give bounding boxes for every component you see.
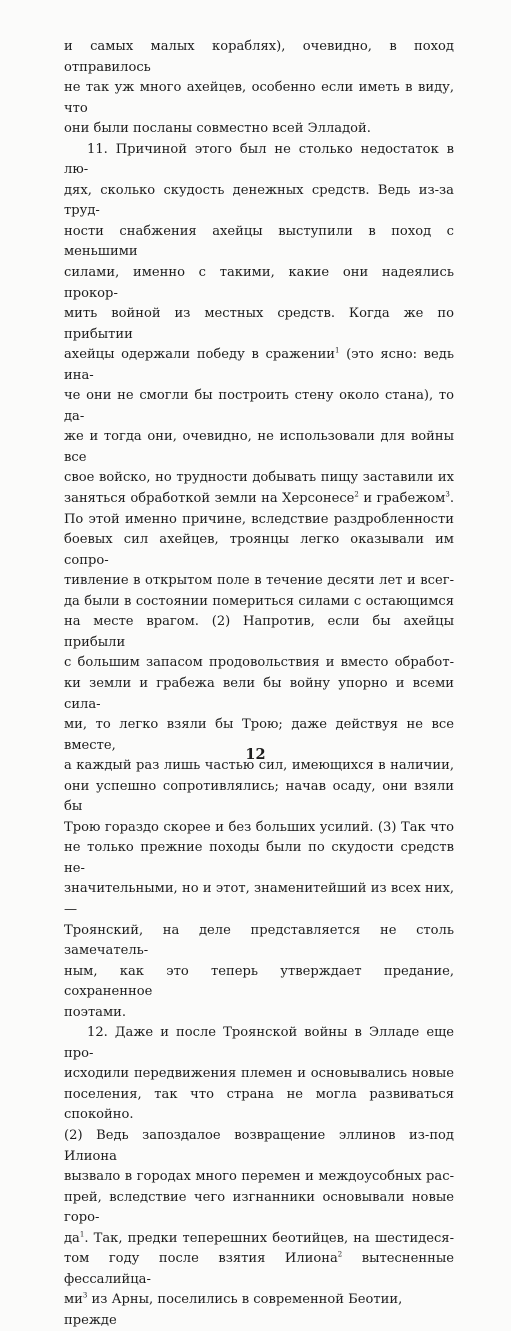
- text-line: [64, 921, 454, 962]
- text-line: [64, 1064, 454, 1085]
- text-line: [64, 140, 454, 181]
- text-run: на месте врагом. (2) Напротив, если бы ахейцы прибыли: [64, 614, 454, 650]
- text-run: с большим запасом продовольствия и вместо обработ-: [64, 655, 454, 671]
- text-run: ахейцы одержали победу в сражении: [64, 347, 336, 363]
- text-run: Троянский, на деле представляется не столь замечатель-: [64, 922, 454, 959]
- text-line: [64, 777, 454, 818]
- text-line: [64, 612, 454, 653]
- text-run: ки земли и грабежа вели бы войну упорно и всеми сила-: [64, 675, 454, 712]
- text-run: поселения, так что страна не могла развиваться спокойно.: [64, 1086, 454, 1123]
- text-run: По этой именно причине, вследствие раздробленности: [64, 511, 454, 527]
- paragraph: [64, 37, 454, 140]
- text-line: [64, 879, 454, 920]
- footnote-marker[interactable]: 2: [337, 1250, 343, 1259]
- text-run: мить войной из местных средств. Когда же по прибытии: [64, 306, 454, 342]
- text-line: [64, 510, 454, 531]
- text-line: [64, 181, 454, 222]
- text-run: и грабежом: [358, 491, 446, 507]
- text-run: значительными, но и этот, знаменитейший из всех них, —: [64, 881, 454, 917]
- text-line: [64, 1188, 454, 1229]
- text-line: [64, 1003, 454, 1024]
- text-run: прей, вследствие чего изгнанники основывали новые горо-: [64, 1189, 454, 1226]
- text-run: 12. Даже и после Троянской войны в Элладе еще про-: [64, 1025, 454, 1061]
- footnote-marker[interactable]: 1: [335, 346, 340, 355]
- text-run: не так уж много ахейцев, особенно если иметь в виду, что: [64, 80, 454, 116]
- text-run: силами, именно с такими, какие они надеялись прокор-: [64, 265, 454, 301]
- text-run: не только прежние походы были по скудости средств не-: [64, 840, 454, 876]
- text-run: свое войско, но трудности добывать пищу заставили их: [64, 470, 454, 486]
- footnote-marker[interactable]: 2: [354, 490, 359, 499]
- text-line: [64, 674, 454, 715]
- text-line: [64, 1290, 454, 1331]
- page-number: 12: [245, 746, 266, 763]
- text-run: они были посланы совместно всей Элладой.: [64, 121, 371, 137]
- text-run: да были в состоянии помериться силами с остающимся: [64, 593, 454, 609]
- text-run: (это ясно: ведь ина-: [64, 347, 454, 383]
- paragraph: [64, 1023, 454, 1331]
- text-line: [64, 653, 454, 674]
- text-run: боевых сил ахейцев, троянцы легко оказывали им сопро-: [64, 532, 454, 568]
- text-run: же и тогда они, очевидно, не использовали для войны все: [64, 429, 454, 465]
- text-line: [64, 1023, 454, 1064]
- text-run: че они не смогли бы построить стену около стана), то да-: [64, 388, 454, 424]
- text-line: [64, 1126, 454, 1167]
- text-line: [64, 1085, 454, 1126]
- footnote-marker[interactable]: 3: [445, 490, 450, 499]
- text-line: [64, 592, 454, 613]
- text-line: [64, 222, 454, 263]
- footnote-marker[interactable]: 1: [79, 1230, 85, 1239]
- text-line: [64, 427, 454, 468]
- text-run: вызвало в городах много перемен и междоусобных рас-: [64, 1169, 454, 1185]
- text-line: [64, 386, 454, 427]
- text-run: а каждый раз лишь частью сил, имеющихся в наличии,: [64, 758, 454, 774]
- text-run: ми, то легко взяли бы Трою; даже действуя не все вместе,: [64, 717, 454, 753]
- text-run: ным, как это теперь утверждает предание, сохраненное: [64, 963, 454, 1000]
- text-run: том году после взятия Илиона: [64, 1251, 338, 1267]
- text-line: [64, 1229, 454, 1250]
- text-run: 11. Причиной этого был не столько недостаток в лю-: [64, 141, 454, 178]
- text-line: [64, 1249, 454, 1290]
- text-run: из Арны, поселились в современной Беотии, прежде: [64, 1292, 403, 1328]
- text-line: [64, 345, 454, 386]
- text-line: [64, 37, 454, 78]
- text-line: [64, 818, 454, 839]
- text-run: Трою гораздо скорее и без больших усилий. (3) Так что: [64, 819, 454, 835]
- text-line: [64, 530, 454, 571]
- text-line: [64, 263, 454, 304]
- text-run: тивление в открытом поле в течение десяти лет и всег-: [64, 573, 454, 589]
- text-line: [64, 119, 454, 140]
- text-line: [64, 78, 454, 119]
- text-run: исходили передвижения племен и основывались новые: [64, 1066, 454, 1082]
- text-run: .: [449, 491, 454, 507]
- text-run: вытесненные фессалийца-: [64, 1251, 454, 1287]
- text-line: [64, 489, 454, 510]
- text-run: и самых малых кораблях), очевидно, в поход отправилось: [64, 39, 454, 75]
- text-line: [64, 468, 454, 489]
- text-run: ми: [64, 1292, 83, 1308]
- text-line: [64, 571, 454, 592]
- text-line: [64, 304, 454, 345]
- text-line: [64, 838, 454, 879]
- body-text: [64, 37, 454, 1331]
- paragraph: [64, 140, 454, 1024]
- text-run: поэтами.: [64, 1004, 127, 1020]
- footnote-marker[interactable]: 3: [82, 1292, 88, 1300]
- text-run: (2) Ведь запоздалое возвращение эллинов из-под Илиона: [64, 1127, 454, 1164]
- text-run: ности снабжения ахейцы выступили в поход с меньшими: [64, 223, 454, 260]
- text-run: дях, сколько скудость денежных средств. Ведь из-за труд-: [64, 182, 454, 219]
- text-run: заняться обработкой земли на Херсонесе: [64, 491, 355, 507]
- text-line: [64, 962, 454, 1003]
- text-run: . Так, предки теперешних беотийцев, на шестидеся-: [84, 1230, 454, 1246]
- text-run: да: [64, 1230, 80, 1246]
- text-run: они успешно сопротивлялись; начав осаду, они взяли бы: [64, 778, 454, 815]
- text-line: [64, 1167, 454, 1188]
